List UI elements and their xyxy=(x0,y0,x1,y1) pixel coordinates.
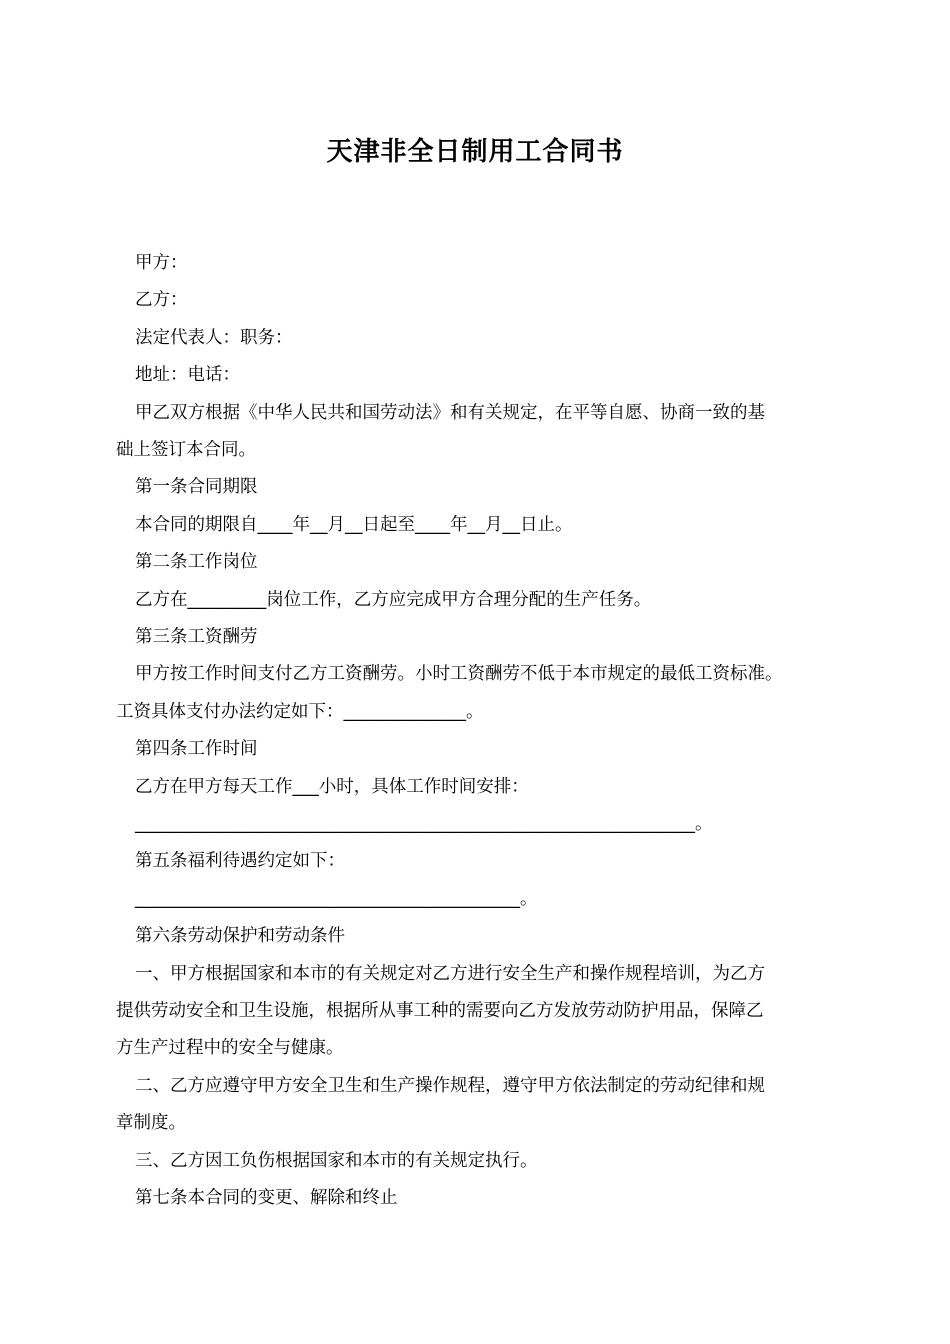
article-5-heading: 第五条福利待遇约定如下： xyxy=(135,851,345,871)
document-title: 天津非全日制用工合同书 xyxy=(326,137,624,167)
article-3-body-line-1: 甲方按工作时间支付乙方工资酬劳。小时工资酬劳不低于本市规定的最低工资标准。 xyxy=(135,664,783,684)
article-4-body: 乙方在甲方每天工作___小时，具体工作时间安排： xyxy=(135,777,529,797)
party-b-line: 乙方： xyxy=(135,290,188,310)
article-4-heading: 第四条工作时间 xyxy=(135,739,258,759)
article-6-item-1-line-3: 方生产过程中的安全与健康。 xyxy=(116,1038,344,1058)
article-3-heading: 第三条工资酬劳 xyxy=(135,627,258,647)
preamble-line-2: 础上签订本合同。 xyxy=(116,440,256,460)
article-6-heading: 第六条劳动保护和劳动条件 xyxy=(135,926,345,946)
article-6-item-2-line-2: 章制度。 xyxy=(116,1113,186,1133)
article-1-body: 本合同的期限自____年__月__日起至____年__月__日止。 xyxy=(135,515,573,535)
article-5-blank-line: ____________________________________________。 xyxy=(135,889,538,909)
article-6-item-3: 三、乙方因工负伤根据国家和本市的有关规定执行。 xyxy=(135,1151,538,1171)
article-2-body: 乙方在_________岗位工作，乙方应完成甲方合理分配的生产任务。 xyxy=(135,590,652,610)
article-6-item-1-line-2: 提供劳动安全和卫生设施，根据所从事工种的需要向乙方发放劳动防护用品，保障乙 xyxy=(116,1001,764,1021)
party-a-line: 甲方： xyxy=(135,253,188,273)
article-6-item-2-line-1: 二、乙方应遵守甲方安全卫生和生产操作规程，遵守甲方依法制定的劳动纪律和规 xyxy=(135,1076,765,1096)
article-3-body-line-2: 工资具体支付办法约定如下：______________。 xyxy=(116,702,484,722)
article-7-heading: 第七条本合同的变更、解除和终止 xyxy=(135,1188,398,1208)
article-6-item-1-line-1: 一、甲方根据国家和本市的有关规定对乙方进行安全生产和操作规程培训，为乙方 xyxy=(135,964,765,984)
article-1-heading: 第一条合同期限 xyxy=(135,477,258,497)
article-4-blank-line: ________________________________________________________________。 xyxy=(135,814,713,834)
legal-representative-line: 法定代表人：职务： xyxy=(135,328,293,348)
article-2-heading: 第二条工作岗位 xyxy=(135,552,258,572)
address-phone-line: 地址：电话： xyxy=(135,365,240,385)
preamble-line-1: 甲乙双方根据《中华人民共和国劳动法》和有关规定，在平等自愿、协商一致的基 xyxy=(135,403,765,423)
